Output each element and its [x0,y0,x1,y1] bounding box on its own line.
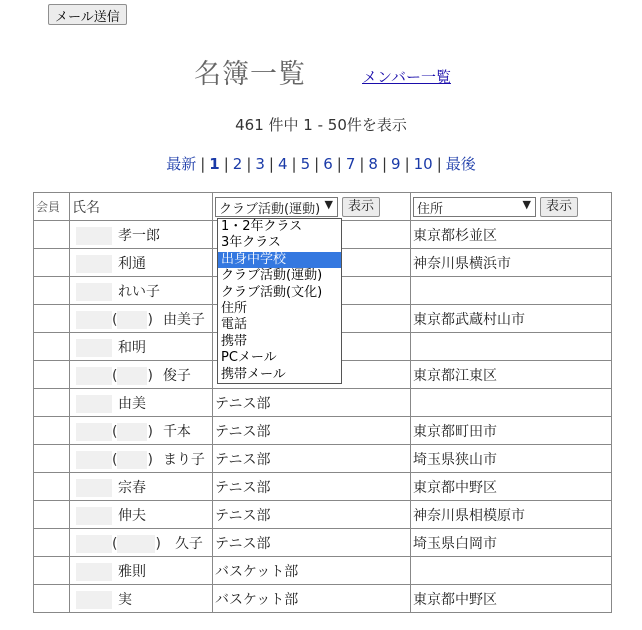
pager-page-link[interactable]: 7 [345,155,356,173]
redacted-maiden-name [117,535,155,553]
table-row [34,445,612,473]
address-cell: 東京都中野区 [411,473,612,501]
paren-close: ) [155,535,161,552]
name-cell [70,249,213,277]
given-name: 千本 [162,423,191,440]
header-column2 [213,193,411,221]
page-title: 名簿一覧 [194,59,306,90]
paren-close: ) [147,451,153,468]
header-member: 会員 [34,193,70,221]
name-cell [70,585,213,613]
redacted-surname [76,311,112,329]
club-cell: テニス部 [213,501,411,529]
member-cell [34,221,70,249]
member-cell [34,585,70,613]
member-cell [34,249,70,277]
send-mail-button[interactable]: メール送信 [48,4,127,25]
club-cell: テニス部 [213,473,411,501]
column2-select-value: クラブ活動(運動) [219,201,321,217]
given-name: 由美 [118,395,146,412]
member-list-link[interactable]: メンバー一覧 [362,68,451,86]
name-cell [70,473,213,501]
pager-separator: | [336,155,342,173]
redacted-surname [76,255,112,273]
table-row [34,389,612,417]
member-cell [34,529,70,557]
column3-select-value: 住所 [417,201,444,217]
given-name: 由美子 [162,311,205,328]
column2-dropdown-list [217,218,342,384]
address-cell [411,557,612,585]
given-name: 孝一郎 [118,227,160,244]
given-name: 和明 [118,339,146,356]
pager-separator: | [314,155,320,173]
given-name: 久子 [174,535,203,552]
dropdown-option[interactable]: 携帯 [221,333,248,349]
pager-separator: | [268,155,274,173]
chevron-down-icon: ▼ [324,197,333,211]
dropdown-option[interactable]: 電話 [221,317,248,333]
dropdown-option[interactable]: クラブ活動(運動) [221,268,323,284]
given-name: れい子 [118,283,160,300]
paren-open: ( [112,451,118,468]
member-cell [34,473,70,501]
redacted-surname [76,367,112,385]
dropdown-option[interactable]: 出身中学校 [218,252,341,268]
table-row [34,557,612,585]
pager-first-link[interactable]: 最新 [166,155,197,173]
dropdown-option[interactable]: 1・2年クラス [221,219,303,234]
dropdown-option[interactable]: 携帯メール [221,366,286,382]
table-row [34,417,612,445]
given-name: 俊子 [162,367,191,384]
pager-separator: | [246,155,252,173]
pager-page-link[interactable]: 2 [232,155,243,173]
pager-page-link[interactable]: 4 [277,155,288,173]
address-cell: 神奈川県相模原市 [411,501,612,529]
given-name: 宗春 [118,479,146,496]
column2-show-button[interactable]: 表示 [342,197,380,217]
club-cell: テニス部 [213,389,411,417]
pager-last-link[interactable]: 最後 [445,155,476,173]
address-cell: 東京都中野区 [411,585,612,613]
redacted-surname [76,479,112,497]
club-cell: テニス部 [213,529,411,557]
pager-separator: | [223,155,229,173]
redacted-surname [76,339,112,357]
member-cell [34,333,70,361]
name-cell [70,333,213,361]
table-row [34,501,612,529]
pager-page-link[interactable]: 9 [391,155,401,173]
name-cell [70,361,213,389]
redacted-surname [76,507,112,525]
given-name: 伸夫 [118,507,146,524]
member-cell [34,389,70,417]
result-summary: 461 件中 1 - 50件を表示 [235,116,407,134]
address-cell: 神奈川県横浜市 [411,249,612,277]
pager-page-link[interactable]: 1 [209,155,220,173]
club-cell: テニス部 [213,445,411,473]
pager-separator: | [381,155,388,173]
paren-close: ) [147,423,153,440]
dropdown-option[interactable]: クラブ活動(文化) [221,284,323,300]
pagination: 最新 | 1 | 2 | 3 | 4 | 5 | 6 | 7 | 8 | 9 | 10 | 最後 [166,155,476,173]
address-cell: 埼玉県白岡市 [411,529,612,557]
address-cell [411,389,612,417]
pager-separator: | [404,155,410,173]
chevron-down-icon: ▼ [522,197,531,211]
column3-show-button[interactable]: 表示 [540,197,578,217]
club-cell: バスケット部 [213,557,411,585]
pager-separator: | [359,155,365,173]
member-cell [34,445,70,473]
redacted-maiden-name [117,311,147,329]
club-cell: バスケット部 [213,585,411,613]
member-cell [34,277,70,305]
address-cell: 東京都杉並区 [411,221,612,249]
name-cell [70,417,213,445]
paren-open: ( [112,311,118,328]
paren-open: ( [112,535,118,552]
table-row [34,585,612,613]
pager-page-link[interactable]: 6 [323,155,333,173]
header-name: 氏名 [70,193,213,221]
name-cell [70,389,213,417]
name-cell [70,501,213,529]
given-name: まり子 [162,451,205,468]
pager-page-link[interactable]: 3 [255,155,265,173]
address-cell: 東京都江東区 [411,361,612,389]
redacted-surname [76,283,112,301]
member-cell [34,361,70,389]
paren-open: ( [112,367,118,384]
redacted-surname [76,535,112,553]
given-name: 雅則 [118,563,146,580]
dropdown-option[interactable]: 住所 [221,300,248,316]
name-cell [70,221,213,249]
given-name: 利通 [118,255,146,272]
table-row [34,473,612,501]
pager-page-link[interactable]: 8 [368,155,378,173]
address-cell [411,333,612,361]
name-cell [70,277,213,305]
redacted-maiden-name [117,423,147,441]
paren-open: ( [112,423,118,440]
redacted-surname [76,451,112,469]
dropdown-option[interactable]: 3年クラス [221,235,281,251]
address-cell: 東京都町田市 [411,417,612,445]
pager-separator: | [436,155,442,173]
header-column3 [411,193,612,221]
redacted-surname [76,591,112,609]
member-cell [34,417,70,445]
column2-select[interactable] [215,197,338,217]
name-cell [70,529,213,557]
redacted-surname [76,423,112,441]
paren-close: ) [147,311,153,328]
dropdown-option[interactable]: PCメール [221,350,277,366]
given-name: 実 [118,591,132,608]
table-header-row [34,193,612,221]
member-cell [34,305,70,333]
paren-close: ) [147,367,153,384]
redacted-surname [76,227,112,245]
redacted-surname [76,563,112,581]
address-cell [411,277,612,305]
address-cell: 東京都武蔵村山市 [411,305,612,333]
pager-page-link[interactable]: 10 [413,155,433,173]
name-cell [70,557,213,585]
name-cell [70,445,213,473]
name-cell [70,305,213,333]
column3-select[interactable] [413,197,536,217]
address-cell: 埼玉県狭山市 [411,445,612,473]
redacted-surname [76,395,112,413]
member-cell [34,501,70,529]
redacted-maiden-name [117,367,147,385]
club-cell: テニス部 [213,417,411,445]
member-cell [34,557,70,585]
redacted-maiden-name [117,451,147,469]
pager-page-link[interactable]: 5 [300,155,311,173]
pager-separator: | [291,155,297,173]
table-row [34,529,612,557]
